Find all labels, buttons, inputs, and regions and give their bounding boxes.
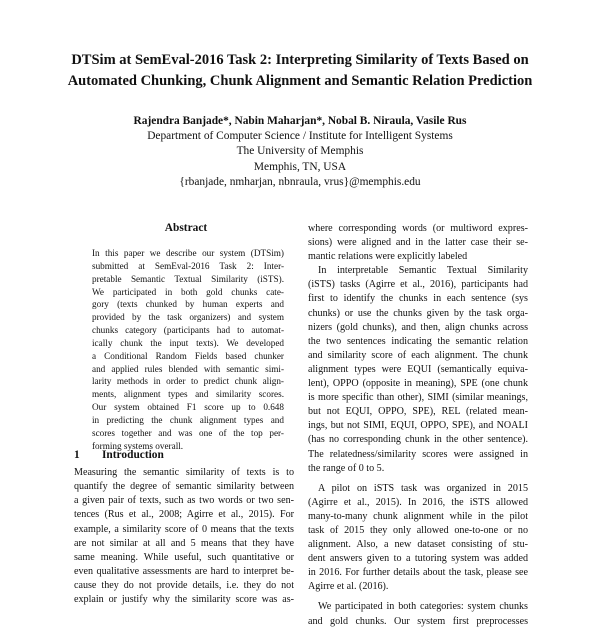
body-line: first to identify the chunks in each sentence (sys <box>308 293 528 305</box>
abstract-line: a Conditional Random Fields based chunker <box>92 350 284 361</box>
abstract-line: provided by the task organizers) and system <box>92 312 284 323</box>
body-line: alignment types were EQUI (semantically equiva- <box>308 363 528 375</box>
abstract-line: ically chunk the input texts). We developed <box>92 337 284 348</box>
body-line: We participated in both categories: system chunks <box>318 601 528 613</box>
body-line: A pilot on iSTS task was organized in 2015 <box>318 482 528 494</box>
body-line: (has no corresponding chunk in the other sentence). <box>308 434 528 446</box>
title-line: DTSim at SemEval-2016 Task 2: Interpreting Similarity of Texts Based on <box>71 52 529 68</box>
author-names: Rajendra Banjade*, Nabin Maharjan*, Nobal B. Niraula, Vasile Rus <box>133 115 467 127</box>
body-line: and gold chunks. Our system first preprocesses <box>308 615 528 627</box>
body-line: The relatedness/similarity scores were assigned in <box>308 448 528 460</box>
author-emails: {rbanjade, nmharjan, nbnraula, vrus}@memphis.edu <box>179 175 421 188</box>
body-line: sions) were aligned and in the latter case their se- <box>308 237 528 249</box>
body-line: the range of 0 to 5. <box>308 462 385 474</box>
abstract-line: In this paper we describe our system (DTSim) <box>92 248 284 258</box>
body-line: mantic relations were explicitly labeled <box>308 251 468 263</box>
author-block <box>60 114 540 190</box>
right-column-body <box>308 222 528 629</box>
abstract-line: gory (texts chunked by human experts and <box>92 299 284 310</box>
intro-line: a given pair of texts, such as two words or two sen- <box>74 495 294 507</box>
body-line: in 2016. For further details about the task, please see <box>308 567 528 579</box>
intro-line: Measuring the semantic similarity of texts is to <box>74 467 294 478</box>
abstract-line: Our system obtained F1 score up to 0.648 <box>92 402 284 413</box>
intro-line: quantify the degree of semantic similarity between <box>74 481 294 493</box>
title-line: Automated Chunking, Chunk Alignment and Semantic Relation Prediction <box>67 73 533 89</box>
intro-line: are not similar at all and 5 means that they have <box>74 537 294 549</box>
body-line: Agirre et al. (2016). <box>308 581 389 593</box>
section-number: 1 <box>74 449 80 461</box>
abstract-line: We participated in both gold chunks cate- <box>92 286 284 297</box>
abstract-heading: Abstract <box>164 222 208 234</box>
body-line: ings, but not SIMI, EQUI, OPPO, SPE), and NOALI <box>308 420 528 432</box>
body-line: many-to-many chunk alignment while in the pilot <box>308 510 528 522</box>
body-line: (iSTS) tasks (Agirre et al., 2016), participants had <box>308 279 528 291</box>
body-line: dent answers given to a tutoring system was added <box>308 553 528 565</box>
abstract-line: ments, alignment types and similarity scores. <box>92 389 284 400</box>
body-line: where corresponding words (or multiword expres- <box>308 223 528 234</box>
body-line: nizers (gold chunks), and then, align chunks across <box>308 321 528 333</box>
abstract-line: pretable Semantic Textual Similarity (iSTS). <box>92 273 284 284</box>
introduction-body <box>74 466 294 608</box>
affiliation-line: The University of Memphis <box>236 145 364 158</box>
body-line: but not EQUI, OPPO, SPE), REL (related mean- <box>308 406 528 418</box>
abstract-body <box>92 247 284 453</box>
body-line: chunks) or use the chunks given by the task orga- <box>308 307 528 319</box>
intro-line: cause they do not provide details, i.e. they do not <box>74 580 294 592</box>
body-line: (Agirre et al., 2015). In 2016, the iSTS allowed <box>308 496 528 508</box>
body-line: alignment. Also, a new dataset consisting of stu- <box>308 539 528 551</box>
affiliation-line: Department of Computer Science / Institute for Intelligent Systems <box>147 130 453 143</box>
body-line: and similarity score of each alignment. The chunk <box>308 349 528 361</box>
section-heading-introduction <box>74 449 164 461</box>
section-title: Introduction <box>102 449 164 461</box>
body-line: lent), OPPO (opposite in meaning), SPE (one chunk <box>308 378 528 390</box>
abstract-line: chunks category (participants had to automat- <box>92 325 284 336</box>
affiliation-line: Memphis, TN, USA <box>253 160 347 173</box>
intro-line: example, a similarity score of 0 means that the texts <box>74 523 294 535</box>
intro-line: same meaning. While useful, such quantitative or <box>74 551 294 563</box>
abstract-line: forming systems overall. <box>92 440 184 451</box>
paper-title <box>40 50 560 92</box>
body-line: the two sentences indicating the semantic relation <box>308 335 528 347</box>
abstract-line: and applied rules blended with semantic simi- <box>92 363 284 374</box>
intro-line: even qualitative assessments are hard to interpret be- <box>74 566 294 578</box>
body-line: task of 2015 they only allowed one-to-one or no <box>308 524 528 536</box>
intro-line: tences (Rus et al., 2008; Agirre et al., 2015). For <box>74 509 294 521</box>
abstract-line: scores together and was one of the top per- <box>92 427 284 438</box>
abstract-line: submitted at SemEval-2016 Task 2: Inter- <box>92 260 284 271</box>
intro-line: explain or justify why the similarity score was as- <box>74 594 294 606</box>
body-line: In interpretable Semantic Textual Similarity <box>318 265 528 277</box>
abstract-line: larity methods in order to predict chunk align- <box>92 376 284 387</box>
body-line: is more specific than other), SIMI (similar meanings, <box>308 392 528 404</box>
abstract-line: in predicting the chunk alignment types and <box>92 414 284 425</box>
